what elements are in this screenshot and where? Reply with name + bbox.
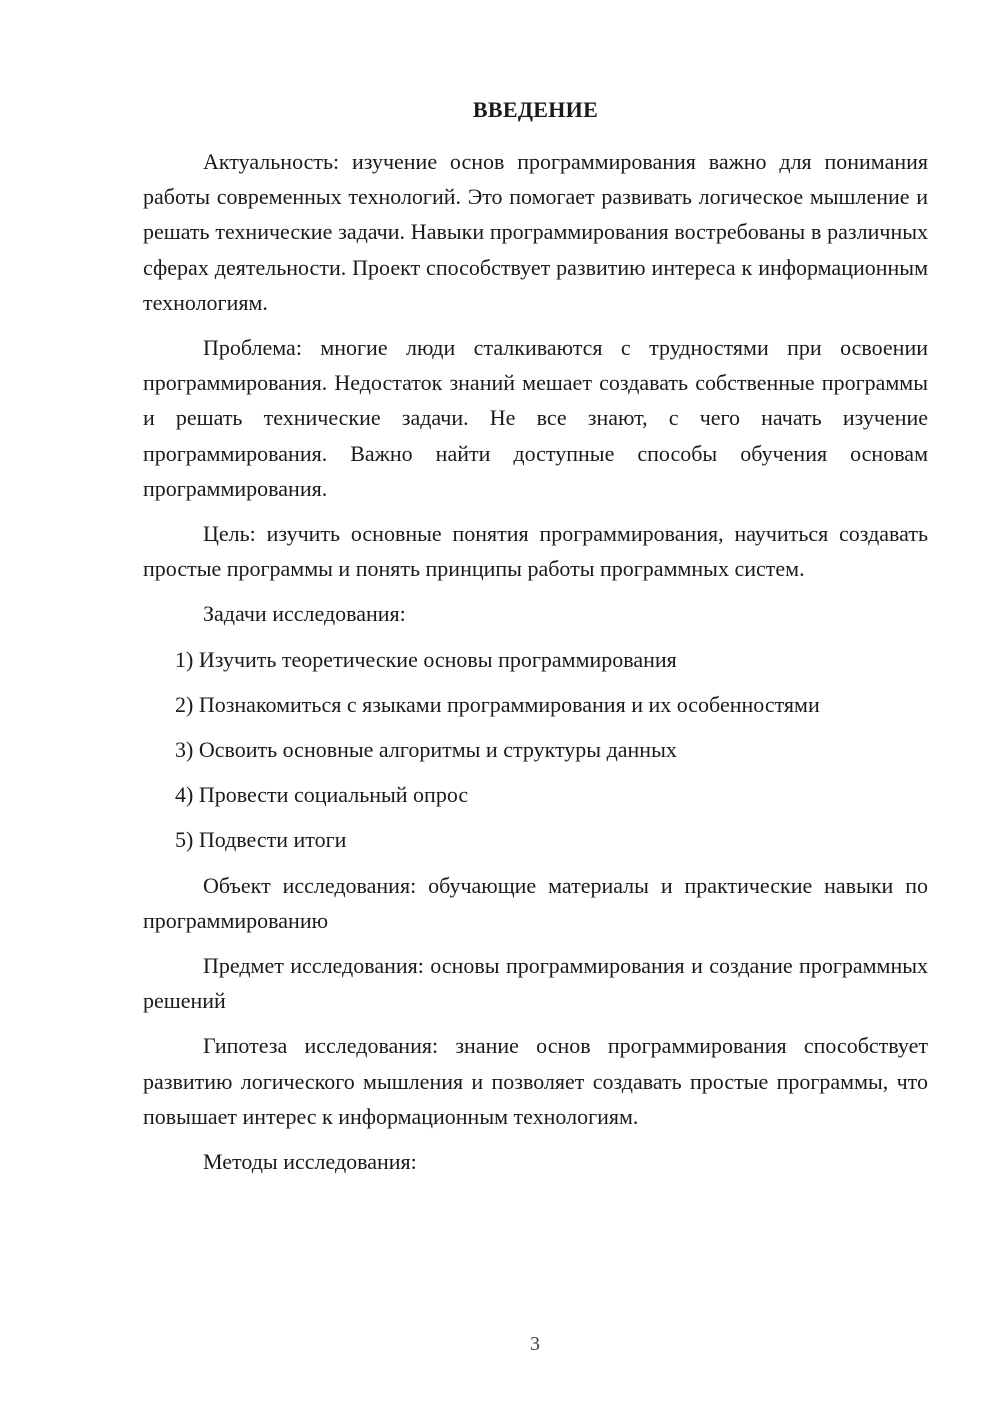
- subject-paragraph: Предмет исследования: основы программирования и создание программных решений: [143, 953, 928, 1014]
- page-title: ВВЕДЕНИЕ: [472, 97, 599, 122]
- list-item-text: Изучить теоретические основы программирования: [198, 646, 677, 672]
- list-item-text: Провести социальный опрос: [198, 782, 469, 808]
- list-item-number: 2): [175, 691, 194, 717]
- relevance-paragraph: Актуальность: изучение основ программирования важно для понимания работы современных технологий. Это помогает развивать логическое мышление и решать технические задачи. Навыки программирования востребованы в различных сферах деятельности. Проект способствует развитию интереса к информационным технологиям.: [143, 149, 928, 315]
- problem-paragraph: Проблема: многие люди сталкиваются с трудностями при освоении программирования. Недостаток знаний мешает создавать собственные программы и решать технические задачи. Не все знают, с чего начать изучение программирования. Важно найти доступные способы обучения основам программирования.: [143, 335, 928, 501]
- tasks-heading: Задачи исследования:: [203, 601, 406, 627]
- list-item-number: 1): [175, 646, 194, 672]
- list-item-text: Подвести итоги: [198, 827, 347, 853]
- list-item: [143, 732, 928, 767]
- list-item: [143, 642, 928, 677]
- list-item: [143, 777, 928, 812]
- methods-heading: Методы исследования:: [203, 1149, 417, 1175]
- list-item-number: 5): [175, 827, 194, 853]
- hypothesis-paragraph: Гипотеза исследования: знание основ программирования способствует развитию логического мышления и позволяет создавать простые программы, что повышает интерес к информационным технологиям.: [143, 1033, 928, 1129]
- list-item: [143, 822, 928, 857]
- list-item: [143, 687, 928, 722]
- list-item-number: 3): [175, 737, 194, 763]
- page-content: [143, 94, 928, 1189]
- object-paragraph: Объект исследования: обучающие материалы и практические навыки по программированию: [143, 872, 928, 933]
- tasks-list: [143, 642, 928, 858]
- page-number: 3: [530, 1333, 540, 1355]
- list-item-text: Познакомиться с языками программирования и их особенностями: [198, 691, 820, 717]
- list-item-text: Освоить основные алгоритмы и структуры данных: [198, 737, 677, 763]
- list-item-number: 4): [175, 782, 194, 808]
- goal-paragraph: Цель: изучить основные понятия программирования, научиться создавать простые программы и понять принципы работы программных систем.: [143, 521, 928, 582]
